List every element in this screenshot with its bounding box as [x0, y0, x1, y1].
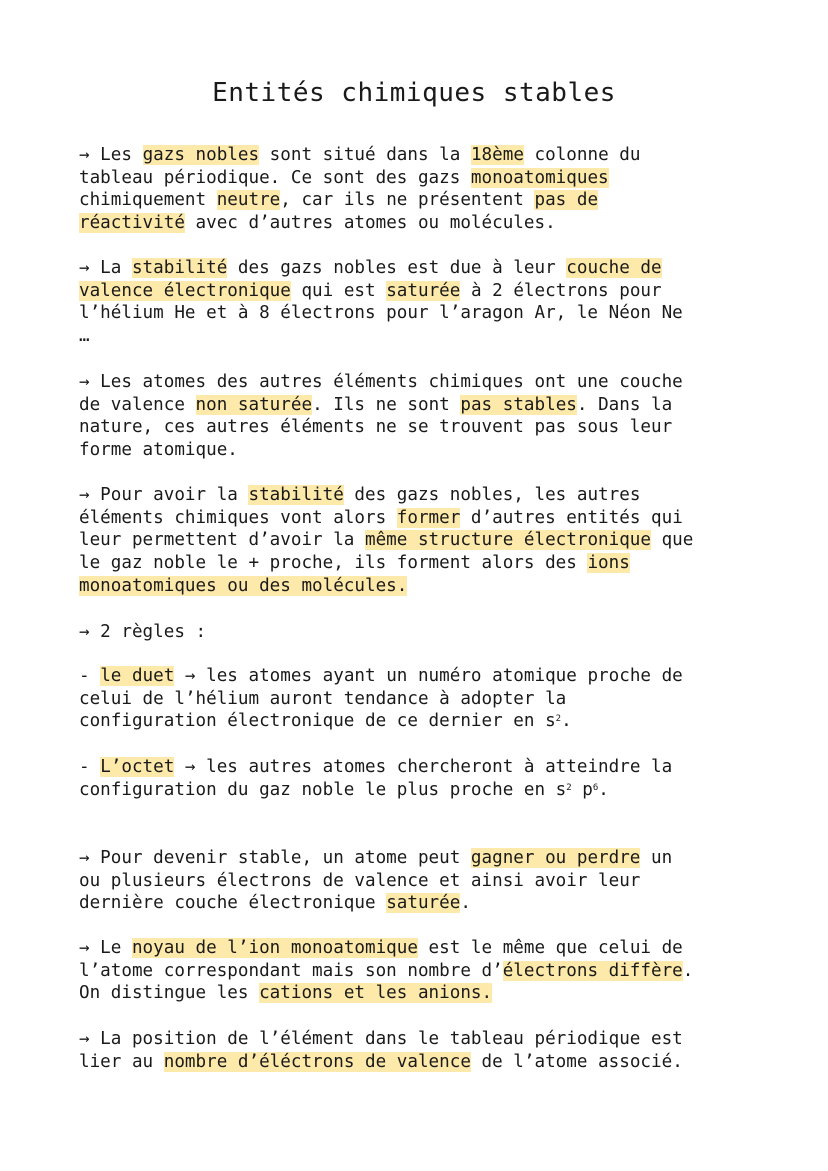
text-line	[79, 144, 759, 167]
text-line	[79, 710, 759, 733]
text-segment: tableau périodique. Ce sont des gazs	[79, 167, 471, 188]
text-line	[79, 257, 759, 280]
text-line	[79, 302, 759, 325]
text-line	[79, 484, 759, 507]
text-line	[79, 937, 759, 960]
text-line	[79, 371, 759, 394]
text-segment: forme atomique.	[79, 440, 238, 461]
highlighted-text: L’octet	[100, 757, 175, 777]
text-line	[79, 892, 759, 915]
highlighted-text: saturée	[386, 280, 461, 301]
text-segment: à 2 électrons pour	[460, 280, 662, 301]
text-segment: nature, ces autres éléments ne se trouvent pas sous leur	[79, 417, 673, 438]
text-line	[79, 1028, 759, 1051]
text-line	[79, 439, 759, 462]
highlighted-text: valence électronique	[79, 280, 291, 301]
text-line	[79, 779, 759, 802]
text-segment: qui est	[290, 280, 387, 301]
text-segment: lier au	[79, 1051, 164, 1072]
text-segment: .	[682, 960, 694, 981]
text-segment: -	[79, 757, 101, 777]
text-segment: ou plusieurs électrons de valence et ainsi avoir leur	[79, 870, 641, 891]
text-segment: , car ils ne présentent	[280, 190, 535, 211]
text-line	[79, 621, 759, 644]
text-line	[79, 665, 759, 688]
text-segment: l’hélium He et à 8 électrons pour l’aragon Ar, le Néon Ne	[79, 303, 683, 324]
highlighted-text: ions	[587, 553, 630, 574]
text-segment: leur permettent d’avoir la	[79, 530, 365, 551]
text-segment: que	[651, 530, 694, 551]
text-line	[79, 982, 759, 1005]
text-segment: d’autres entités qui	[460, 507, 683, 528]
text-segment: .	[460, 893, 471, 914]
highlighted-text: stabilité	[248, 485, 344, 505]
text-segment: . Dans la	[576, 394, 673, 415]
highlighted-text: couche de	[566, 258, 662, 278]
highlighted-text: non saturée	[195, 394, 313, 415]
paragraph-gazs-nobles	[79, 144, 759, 235]
text-segment: → La position de l’élément dans le tableau périodique est	[79, 1029, 683, 1049]
highlighted-text: monoatomiques ou des molécules.	[79, 575, 408, 596]
text-segment: -	[79, 666, 101, 686]
text-segment: est le même que celui de	[417, 938, 683, 958]
text-line	[79, 507, 759, 530]
text-segment: celui de l’hélium auront tendance à adopter la	[79, 688, 567, 709]
text-segment: . Ils ne sont	[312, 394, 461, 415]
text-segment: → les atomes ayant un numéro atomique proche de	[174, 666, 683, 686]
text-line	[79, 394, 759, 417]
text-segment: → 2 règles :	[79, 622, 207, 642]
text-segment: le gaz noble le + proche, ils forment alors des	[79, 553, 588, 574]
paragraph-former-entites	[79, 484, 759, 598]
text-segment: de l’atome associé.	[470, 1051, 683, 1072]
text-segment: dernière couche électronique	[79, 893, 387, 914]
highlighted-text: pas stables	[460, 394, 577, 415]
paragraph-regle-octet	[79, 756, 759, 801]
text-segment: avec d’autres atomes ou molécules.	[184, 213, 556, 234]
text-line	[79, 325, 759, 348]
superscript: 2	[555, 714, 562, 725]
text-segment: → Pour devenir stable, un atome peut	[79, 848, 471, 868]
text-line	[79, 280, 759, 303]
highlighted-text: nombre d’éléctrons de valence	[163, 1051, 471, 1072]
text-segment: → Le	[79, 938, 132, 958]
text-segment: l’atome correspondant mais son nombre d’	[79, 960, 503, 981]
text-segment: → Pour avoir la	[79, 485, 249, 505]
highlighted-text: neutre	[216, 190, 281, 211]
text-line	[79, 189, 759, 212]
text-line	[79, 575, 759, 598]
highlighted-text: électrons diffère	[502, 960, 683, 981]
text-line	[79, 552, 759, 575]
highlighted-text: stabilité	[131, 258, 228, 278]
text-line	[79, 1051, 759, 1074]
text-segment: colonne du	[523, 145, 641, 165]
text-segment: On distingue les	[79, 983, 260, 1004]
text-line	[79, 688, 759, 711]
text-segment: des gazs nobles est due à leur	[227, 258, 567, 278]
text-line	[79, 416, 759, 439]
paragraph-stabilite	[79, 257, 759, 348]
highlighted-text: cations et les anions.	[259, 983, 493, 1004]
text-segment: .	[598, 779, 609, 800]
text-segment: → les autres atomes chercheront à atteindre la	[174, 757, 673, 777]
highlighted-text: gagner ou perdre	[470, 848, 641, 868]
text-segment: chimiquement	[79, 190, 217, 211]
text-segment: → Les atomes des autres éléments chimiques ont une couche	[79, 372, 683, 392]
highlighted-text: le duet	[100, 666, 175, 686]
text-segment: configuration électronique de ce dernier en s	[79, 711, 556, 732]
highlighted-text: 18ème	[470, 145, 524, 165]
text-segment: un	[640, 848, 673, 868]
paragraph-devenir-stable	[79, 847, 759, 915]
paragraph-deux-regles	[79, 621, 759, 644]
highlighted-text: former	[396, 507, 461, 528]
text-segment: des gazs nobles, les autres	[343, 485, 641, 505]
text-segment: → Les	[79, 145, 143, 165]
superscript: 6	[592, 782, 599, 793]
text-line	[79, 212, 759, 235]
text-line	[79, 529, 759, 552]
highlighted-text: saturée	[386, 893, 461, 914]
highlighted-text: pas de	[534, 190, 599, 211]
text-line	[79, 870, 759, 893]
text-segment: de valence	[79, 394, 196, 415]
text-segment: …	[79, 326, 90, 347]
highlighted-text: gazs nobles	[142, 145, 260, 165]
text-segment: p	[571, 779, 593, 800]
text-segment: éléments chimiques vont alors	[79, 507, 397, 528]
page-title: Entités chimiques stables	[212, 78, 616, 108]
text-line	[79, 167, 759, 190]
highlighted-text: réactivité	[79, 213, 185, 234]
text-segment: .	[561, 711, 572, 732]
paragraph-regle-duet	[79, 665, 759, 733]
highlighted-text: noyau de l’ion monoatomique	[131, 938, 418, 958]
text-line	[79, 756, 759, 779]
paragraph-noyau-ion	[79, 937, 759, 1005]
text-line	[79, 960, 759, 983]
paragraph-autres-elements	[79, 371, 759, 462]
highlighted-text: même structure électronique	[365, 530, 651, 551]
superscript: 2	[566, 782, 572, 793]
text-segment: configuration du gaz noble le plus proche en s	[79, 779, 567, 800]
text-line	[79, 847, 759, 870]
text-segment: → La	[79, 258, 132, 278]
highlighted-text: monoatomiques	[470, 167, 609, 188]
paragraph-position-element	[79, 1028, 759, 1073]
text-segment: sont situé dans la	[259, 145, 471, 165]
